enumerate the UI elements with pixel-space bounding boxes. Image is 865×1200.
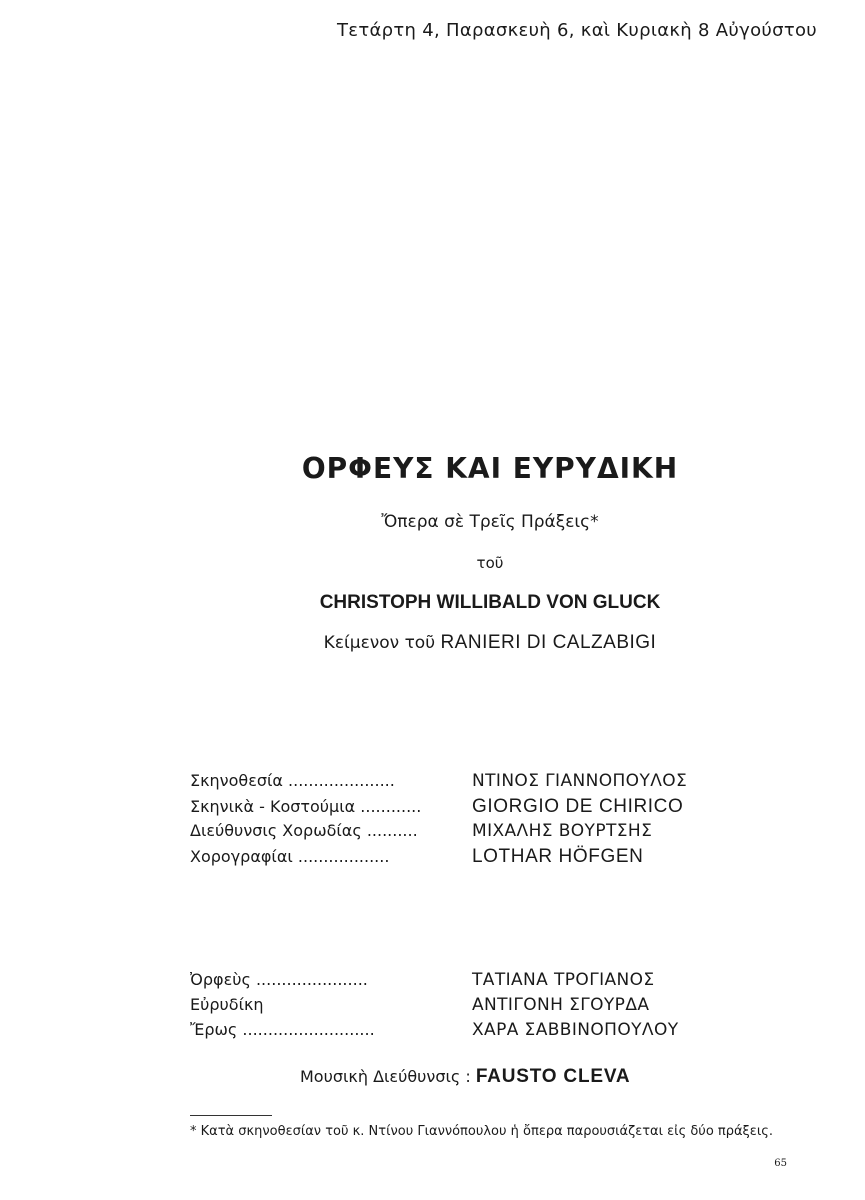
libretto-label: Κείμενον τοῦ: [323, 633, 436, 653]
opera-title: ΟΡΦΕΥΣ ΚΑΙ ΕΥΡΥΔΙΚΗ: [301, 452, 679, 485]
cast-role: Ἔρως ..........................: [190, 1020, 375, 1039]
credit-row: [190, 771, 730, 796]
cast-person: ΤΑΤΙΑΝΑ ΤΡΟΓΙΑΝΟΣ: [472, 970, 655, 990]
credit-person: LOTHAR HÖFGEN: [472, 846, 644, 867]
conductor-name: FAUSTO CLEVA: [475, 1066, 631, 1087]
cast-role: Εὐρυδίκη: [190, 995, 264, 1014]
credit-person: ΝΤΙΝΟΣ ΓΙΑΝΝΟΠΟΥΛΟΣ: [472, 771, 688, 791]
footnote: * Κατὰ σκηνοθεσίαν τοῦ κ. Ντίνου Γιαννόπουλου ἡ ὄπερα παρουσιάζεται εἰς δύο πράξεις.: [190, 1124, 773, 1139]
performance-dates: Τετάρτη 4, Παρασκευὴ 6, καὶ Κυριακὴ 8 Αὐγούστου: [337, 20, 817, 41]
librettist-name: RANIERI DI CALZABIGI: [440, 632, 657, 653]
cast-list: [190, 970, 730, 1045]
cast-person: ΑΝΤΙΓΟΝΗ ΣΓΟΥΡΔΑ: [472, 995, 650, 1015]
cast-person: ΧΑΡΑ ΣΑΒΒΙΝΟΠΟΥΛΟΥ: [472, 1020, 679, 1040]
cast-row: [190, 1020, 730, 1045]
cast-row: [190, 995, 730, 1020]
conductor-label: Μουσικὴ Διεύθυνσις :: [300, 1067, 471, 1086]
libretto-line: [300, 632, 680, 654]
by-label: τοῦ: [476, 554, 504, 572]
composer-name: CHRISTOPH WILLIBALD VON GLUCK: [319, 592, 661, 613]
conductor-line: [300, 1066, 700, 1088]
credit-role: Χορογραφίαι ..................: [190, 847, 390, 866]
credit-role: Σκηνοθεσία .....................: [190, 771, 395, 790]
credit-role: Σκηνικὰ - Κοστούμια ............: [190, 797, 422, 816]
page-number: 65: [774, 1158, 787, 1169]
cast-row: [190, 970, 730, 995]
credit-row: [190, 846, 730, 871]
credit-role: Διεύθυνσις Χορωδίας ..........: [190, 821, 418, 840]
cast-role: Ὀρφεὺς ......................: [190, 970, 368, 989]
credit-row: [190, 821, 730, 846]
opera-subtitle: Ὄπερα σὲ Τρεῖς Πράξεις*: [381, 512, 599, 532]
production-credits: [190, 771, 730, 871]
footnote-rule: [190, 1115, 272, 1116]
credit-person: ΜΙΧΑΛΗΣ ΒΟΥΡΤΣΗΣ: [472, 821, 653, 841]
credit-person: GIORGIO DE CHIRICO: [472, 796, 684, 817]
credit-row: [190, 796, 730, 821]
